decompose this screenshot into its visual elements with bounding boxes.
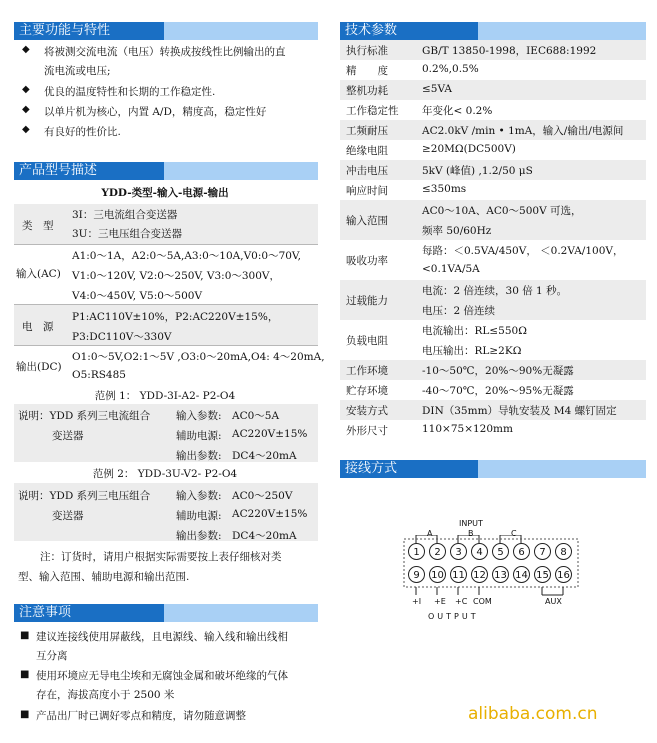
terminal-mark: B xyxy=(468,529,474,538)
spec-row xyxy=(340,380,646,400)
spec-value: GB/T 13850-1998，IEC688:1992 xyxy=(422,45,597,57)
model-header xyxy=(14,162,318,180)
spec-value: 电流：2 倍连续，30 倍 1 秒。 xyxy=(422,285,568,297)
terminal-14: 14 xyxy=(513,566,530,583)
terminal-mark: +E xyxy=(434,597,446,606)
feature-line: 将被测交流电流（电压）转换成按线性比例输出的直 xyxy=(44,46,286,58)
bullet-icon: ◆ xyxy=(22,84,30,95)
bullet-icon: ◆ xyxy=(22,104,30,115)
power-line: P1:AC110V±10%，P2:AC220V±15%， xyxy=(72,311,279,323)
wiring-lines xyxy=(400,535,580,605)
type-line: 3I：三电流组合变送器 xyxy=(72,209,178,221)
specs-title: 技术参数 xyxy=(340,22,478,40)
input-line: A1:0～1A，A2:0～5A,A3:0～10A,V0:0～70V, xyxy=(72,250,302,262)
spec-label: 吸收功率 xyxy=(346,255,388,267)
spec-value: 频率 50/60Hz xyxy=(422,225,492,237)
example1-param-label: 辅助电源: xyxy=(176,430,222,442)
spec-value: -40～70℃，20%～95%无凝露 xyxy=(422,385,574,397)
feature-line: 以单片机为核心，内置 A/D，精度高，稳定性好 xyxy=(44,106,267,118)
spec-row xyxy=(340,40,646,60)
feature-line: 流电流或电压; xyxy=(44,65,111,77)
spec-value: 电压：2 倍连续 xyxy=(422,305,496,317)
example2-desc: 变送器 xyxy=(52,510,84,522)
spec-value: -10～50℃，20%～90%无凝露 xyxy=(422,365,574,377)
terminal-11: 11 xyxy=(450,566,467,583)
spec-label: 工作环境 xyxy=(346,365,388,377)
notice-line: 建议连接线使用屏蔽线，且电源线、输入线和输出线相 xyxy=(36,631,288,643)
spec-row xyxy=(340,100,646,120)
spec-row xyxy=(340,280,646,320)
terminal-4: 4 xyxy=(471,543,488,560)
terminal-13: 13 xyxy=(492,566,509,583)
terminal-3: 3 xyxy=(450,543,467,560)
spec-value: 电流输出：RL≤550Ω xyxy=(422,325,527,337)
order-note: 型、输入范围、辅助电源和输出范围. xyxy=(18,571,190,583)
bullet-icon: ◆ xyxy=(22,124,30,135)
example1-param-value: AC0～5A xyxy=(232,410,280,422)
notice-line: 存在，海拔高度小于 2500 米 xyxy=(36,689,175,701)
spec-value: ≤5VA xyxy=(422,83,452,95)
example2-title: 范例 2： YDD-3U-V2- P2-O4 xyxy=(92,468,238,480)
spec-label: 负载电阻 xyxy=(346,335,388,347)
example2-param-label: 辅助电源: xyxy=(176,510,222,522)
terminal-7: 7 xyxy=(534,543,551,560)
example2-desc: 说明：YDD 系列三电压组合 xyxy=(18,490,151,502)
spec-label: 过载能力 xyxy=(346,295,388,307)
spec-row xyxy=(340,360,646,380)
spec-label: 工频耐压 xyxy=(346,125,388,137)
example1-param-value: DC4～20mA xyxy=(232,450,297,462)
terminal-mark: A xyxy=(427,529,433,538)
spec-value: 电压输出：RL≥2KΩ xyxy=(422,345,522,357)
spec-row xyxy=(340,60,646,80)
spec-value: AC2.0kV /min • 1mA，输入/输出/电源间 xyxy=(422,125,624,137)
power-line: P3:DC110V～330V xyxy=(72,331,172,343)
spec-value: 每路：＜0.5VA/450V， ＜0.2VA/100V， xyxy=(422,245,624,257)
model-format: YDD-类型-输入-电源-输出 xyxy=(101,187,229,199)
model-title: 产品型号描述 xyxy=(14,162,164,180)
terminal-mark: C xyxy=(511,529,517,538)
spec-label: 绝缘电阻 xyxy=(346,145,388,157)
notice-line: 互分离 xyxy=(36,650,68,662)
example1-param-label: 输入参数: xyxy=(176,410,222,422)
terminal-mark: +C xyxy=(455,597,468,606)
spec-value: 年变化< 0.2% xyxy=(422,105,493,117)
spec-value: 0.2%,0.5% xyxy=(422,63,479,75)
spec-value: <0.1VA/5A xyxy=(422,263,480,275)
spec-row xyxy=(340,320,646,360)
spec-value: ≤350ms xyxy=(422,183,467,195)
spec-label: 冲击电压 xyxy=(346,165,388,177)
feature-line: 优良的温度特性和长期的工作稳定性. xyxy=(44,86,216,98)
input-label: INPUT xyxy=(459,519,483,528)
example2-param-value: AC220V±15% xyxy=(232,508,308,520)
type-label: 类 型 xyxy=(22,220,54,232)
spec-value: 5kV (峰值) ,1.2/50 μS xyxy=(422,165,533,177)
watermark-text: alibaba.com.cn xyxy=(468,704,598,724)
input-line: V1:0～120V, V2:0～250V, V3:0～300V， xyxy=(72,270,280,282)
notice-title: 注意事项 xyxy=(14,604,164,622)
terminal-12: 12 xyxy=(471,566,488,583)
example1-desc: 变送器 xyxy=(52,430,84,442)
spec-row xyxy=(340,140,646,160)
spec-row xyxy=(340,400,646,420)
notice-line: 产品出厂时已调好零点和精度，请勿随意调整 xyxy=(36,710,246,722)
notice-line: 使用环境应无导电尘埃和无腐蚀金属和破坏绝缘的气体 xyxy=(36,670,288,682)
spec-value: DIN（35mm）导轨安装及 M4 螺钉固定 xyxy=(422,405,617,417)
wiring-header xyxy=(340,460,646,478)
example1-param-label: 输出参数: xyxy=(176,450,222,462)
square-bullet-icon: ■ xyxy=(20,669,30,680)
feature-line: 有良好的性价比. xyxy=(44,126,121,138)
output-label: 输出(DC) xyxy=(16,361,62,373)
example1-param-value: AC220V±15% xyxy=(232,428,308,440)
terminal-10: 10 xyxy=(429,566,446,583)
input-label: 输入(AC) xyxy=(16,268,61,280)
spec-row xyxy=(340,160,646,180)
terminal-9: 9 xyxy=(408,566,425,583)
features-title: 主要功能与特性 xyxy=(14,22,164,40)
terminal-6: 6 xyxy=(513,543,530,560)
terminal-1: 1 xyxy=(408,543,425,560)
specs-header xyxy=(340,22,646,40)
spec-label: 外形尺寸 xyxy=(346,425,388,437)
spec-row xyxy=(340,80,646,100)
spec-value: 110×75×120mm xyxy=(422,423,513,435)
spec-label: 贮存环境 xyxy=(346,385,388,397)
spec-label: 输入范围 xyxy=(346,215,388,227)
spec-label: 响应时间 xyxy=(346,185,388,197)
spec-label: 整机功耗 xyxy=(346,85,388,97)
bullet-icon: ◆ xyxy=(22,44,30,55)
terminal-mark: +I xyxy=(412,597,422,606)
notice-header xyxy=(14,604,318,622)
example1-desc: 说明：YDD 系列三电流组合 xyxy=(18,410,151,422)
example2-param-label: 输出参数: xyxy=(176,530,222,542)
spec-label: 工作稳定性 xyxy=(346,105,399,117)
terminal-2: 2 xyxy=(429,543,446,560)
terminal-mark: COM xyxy=(473,597,492,606)
wiring-title: 接线方式 xyxy=(340,460,478,478)
spec-row xyxy=(340,120,646,140)
example1-title: 范例 1： YDD-3I-A2- P2-O4 xyxy=(94,390,236,402)
spec-row xyxy=(340,420,646,440)
power-label: 电 源 xyxy=(22,321,54,333)
square-bullet-icon: ■ xyxy=(20,630,30,641)
terminal-15: 15 xyxy=(534,566,551,583)
example2-param-label: 输入参数: xyxy=(176,490,222,502)
order-note: 注：订货时，请用户根据实际需要按上表仔细核对类 xyxy=(40,551,282,563)
terminal-mark: AUX xyxy=(545,597,562,606)
type-line: 3U：三电压组合变送器 xyxy=(72,228,183,240)
example2-param-value: AC0～250V xyxy=(232,490,293,502)
terminal-8: 8 xyxy=(555,543,572,560)
spec-label: 执行标准 xyxy=(346,45,388,57)
spec-row xyxy=(340,180,646,200)
terminal-5: 5 xyxy=(492,543,509,560)
spec-row xyxy=(340,240,646,280)
spec-label: 安装方式 xyxy=(346,405,388,417)
output-line: O1:0～5V,O2:1～5V ,O3:0～20mA,O4: 4～20mA, xyxy=(72,351,325,363)
square-bullet-icon: ■ xyxy=(20,709,30,720)
spec-label: 精 度 xyxy=(346,65,388,77)
spec-row xyxy=(340,200,646,240)
features-header xyxy=(14,22,318,40)
example2-param-value: DC4～20mA xyxy=(232,530,297,542)
spec-value: ≥20MΩ(DC500V) xyxy=(422,143,516,155)
input-line: V4:0～450V, V5:0～500V xyxy=(72,290,203,302)
spec-value: AC0～10A、AC0～500V 可选， xyxy=(422,205,582,217)
output-line: O5:RS485 xyxy=(72,369,126,381)
output-label: OUTPUT xyxy=(428,612,479,621)
terminal-16: 16 xyxy=(555,566,572,583)
